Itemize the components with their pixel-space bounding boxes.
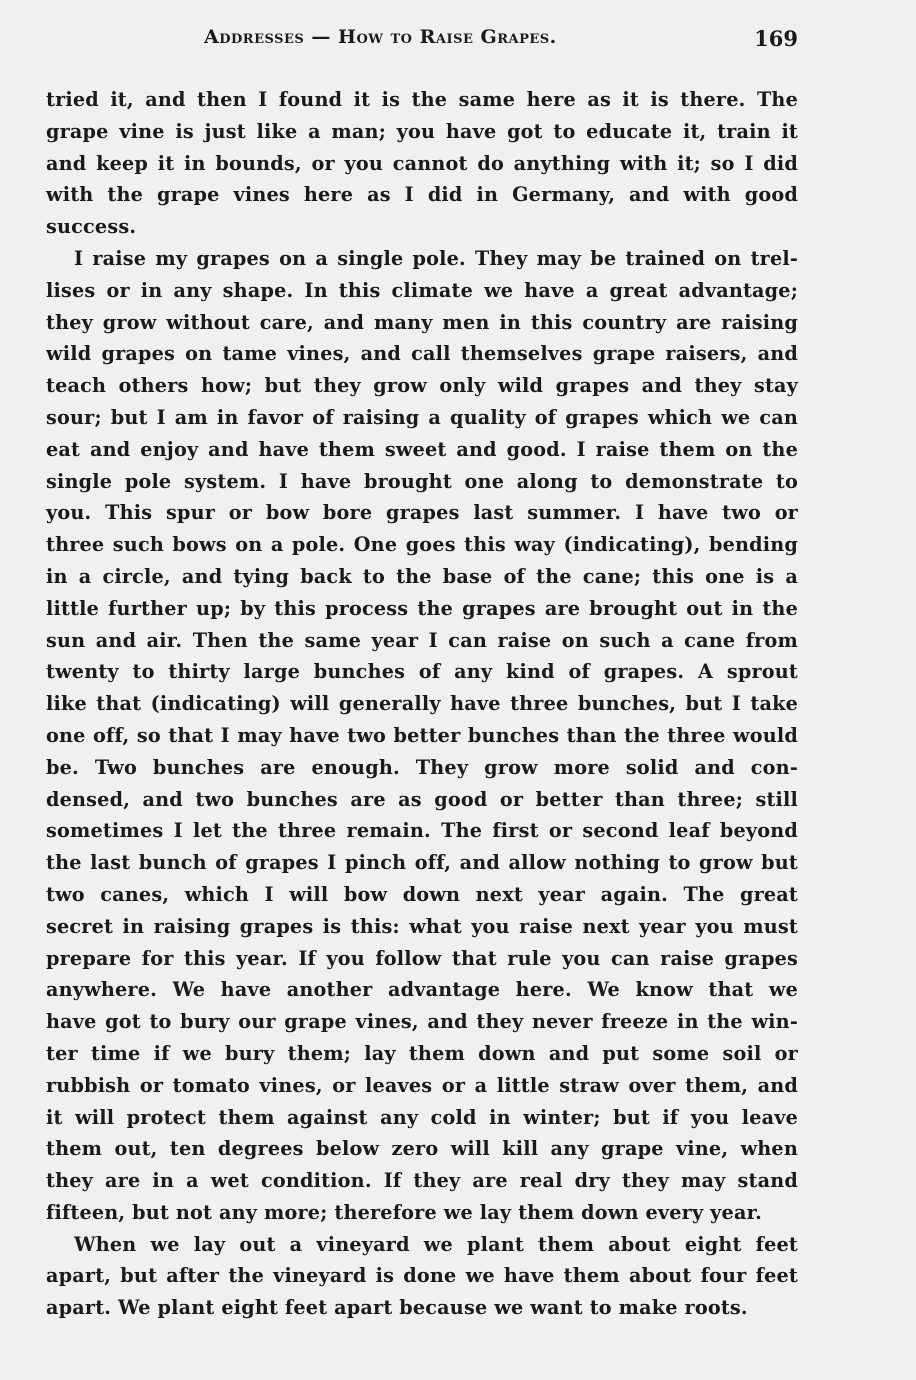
text-line: with the grape vines here as I did in Germany, and with good — [46, 183, 798, 207]
text-line: twenty to thirty large bunches of any kind of grapes. A sprout — [46, 660, 798, 684]
text-line: eat and enjoy and have them sweet and good. I raise them on the — [46, 437, 798, 461]
text-line: sun and air. Then the same year I can raise on such a cane from — [46, 628, 798, 652]
text-line: single pole system. I have brought one along to demonstrate to — [46, 469, 798, 493]
text-line: ter time if we bury them; lay them down and put some soil or — [46, 1041, 798, 1065]
text-line: sour; but I am in favor of raising a quality of grapes which we can — [46, 405, 798, 429]
text-line: wild grapes on tame vines, and call themselves grape raisers, and — [46, 342, 798, 366]
text-line: them out, ten degrees below zero will kill any grape vine, when — [46, 1137, 798, 1161]
text-line: apart. We plant eight feet apart because we want to make roots. — [46, 1296, 748, 1320]
text-line: When we lay out a vineyard we plant them about eight feet — [74, 1232, 798, 1256]
text-line: they are in a wet condition. If they are real dry they may stand — [46, 1169, 798, 1193]
text-line: you. This spur or bow bore grapes last summer. I have two or — [46, 501, 798, 525]
text-line: teach others how; but they grow only wild grapes and they stay — [46, 374, 798, 398]
text-line: have got to bury our grape vines, and they never freeze in the win- — [46, 1010, 798, 1034]
text-line: one off, so that I may have two better bunches than the three would — [46, 723, 798, 747]
text-line: rubbish or tomato vines, or leaves or a little straw over them, and — [46, 1073, 798, 1097]
text-line: two canes, which I will bow down next year again. The great — [46, 882, 798, 906]
text-line: anywhere. We have another advantage here. We know that we — [46, 978, 798, 1002]
text-line: prepare for this year. If you follow that rule you can raise grapes — [46, 946, 798, 970]
paragraph — [46, 84, 798, 243]
text-line: success. — [46, 215, 137, 239]
text-line: lises or in any shape. In this climate we have a great advantage; — [46, 278, 798, 302]
text-line: tried it, and then I found it is the same here as it is there. The — [46, 88, 798, 111]
paragraph — [46, 243, 798, 1229]
text-line: I raise my grapes on a single pole. They may be trained on trel- — [74, 246, 798, 270]
text-line: the last bunch of grapes I pinch off, and allow nothing to grow but — [46, 851, 798, 875]
body-text — [46, 84, 798, 1324]
text-line: and keep it in bounds, or you cannot do anything with it; so I did — [46, 151, 798, 175]
running-head — [46, 26, 798, 56]
text-line: it will protect them against any cold in winter; but if you leave — [46, 1105, 798, 1129]
text-line: fifteen, but not any more; therefore we lay them down every year. — [46, 1200, 763, 1224]
text-line: in a circle, and tying back to the base of the cane; this one is a — [46, 564, 798, 588]
text-line: grape vine is just like a man; you have got to educate it, train it — [46, 119, 798, 143]
text-line: secret in raising grapes is this: what you raise next year you must — [46, 914, 798, 938]
text-line: three such bows on a pole. One goes this way (indicating), bending — [46, 533, 798, 557]
text-line: apart, but after the vineyard is done we have them about four feet — [46, 1264, 798, 1288]
text-line: sometimes I let the three remain. The first or second leaf beyond — [46, 819, 798, 843]
running-title: Addresses — How to Raise Grapes. — [204, 26, 557, 48]
text-line: little further up; by this process the grapes are brought out in the — [46, 596, 798, 620]
text-line: like that (indicating) will generally have three bunches, but I take — [46, 692, 798, 716]
text-line: be. Two bunches are enough. They grow more solid and con- — [46, 755, 798, 779]
text-line: they grow without care, and many men in this country are raising — [46, 310, 798, 334]
page-number: 169 — [754, 26, 798, 51]
paragraph — [46, 1229, 798, 1324]
text-line: densed, and two bunches are as good or better than three; still — [46, 787, 798, 811]
